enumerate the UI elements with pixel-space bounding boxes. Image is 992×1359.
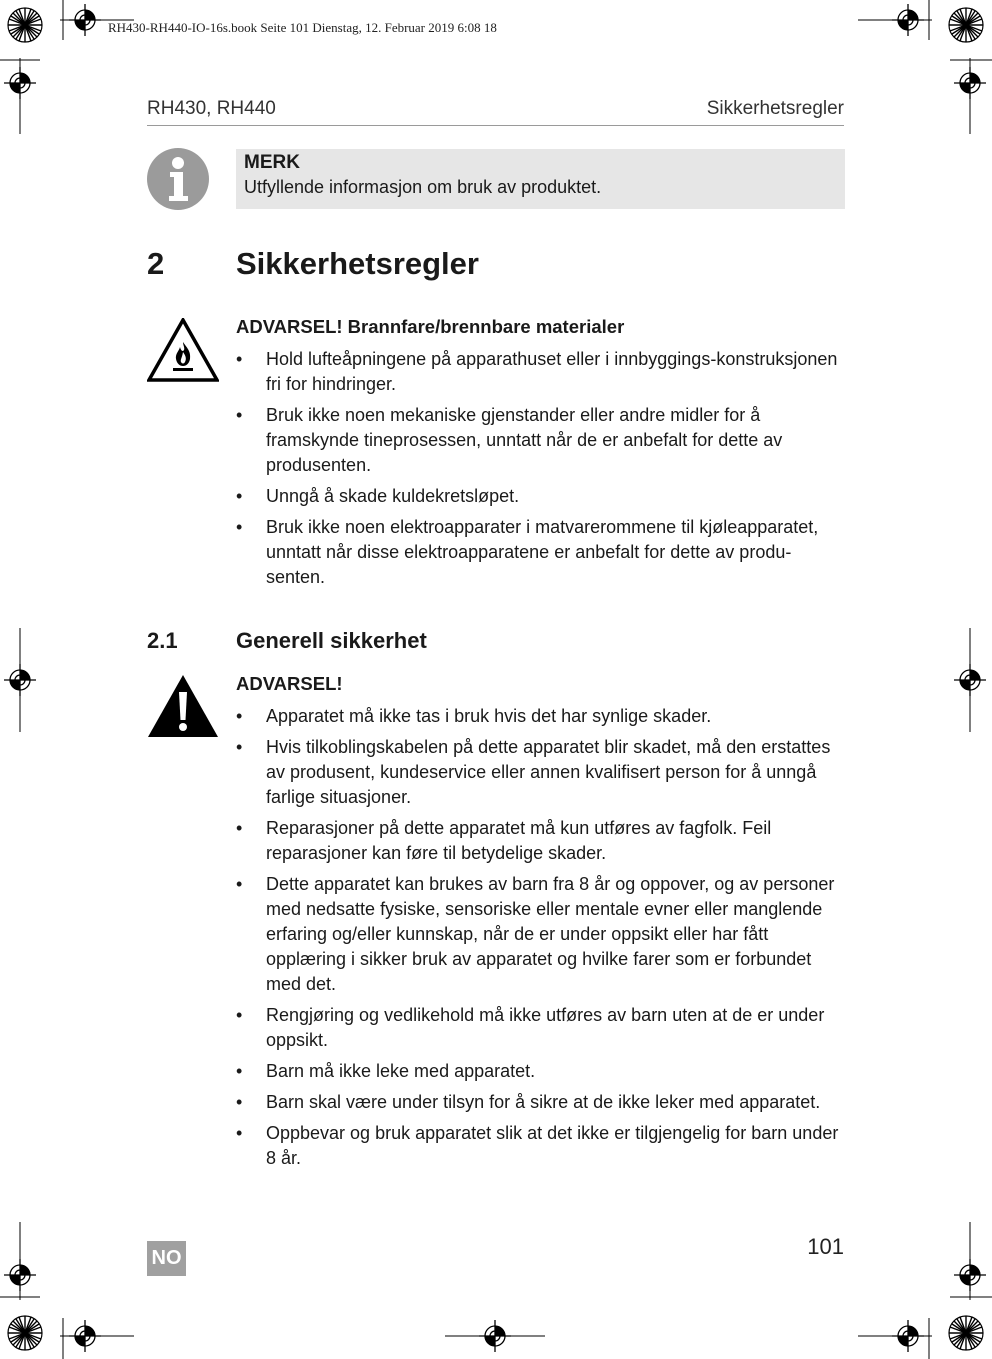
list-item: • Barn skal være under tilsyn for å sikre at de ikke leker med apparatet. [236,1090,846,1115]
chapter-number: 2 [147,246,165,281]
note-box [236,149,845,209]
fire-warning-list [236,347,846,596]
flammable-warning-icon [147,318,219,382]
list-item: • Apparatet må ikke tas i bruk hvis det har synlige skader. [236,704,846,729]
header-section: Sikkerhetsregler [706,98,844,119]
list-item: • Barn må ikke leke med apparatet. [236,1059,846,1084]
info-icon [147,148,209,210]
language-badge: NO [147,1241,186,1276]
note-title: MERK [244,152,300,173]
section-number: 2.1 [147,628,178,653]
header-divider [147,125,844,126]
list-item: • Bruk ikke noen mekaniske gjenstander eller andre midler for å framskynde tineprosessen, unntatt når de er anbefalt for dette av produsenten. [236,403,846,478]
list-item: • Rengjøring og vedlikehold må ikke utføres av barn uten at de er under oppsikt. [236,1003,846,1053]
chapter-title: Sikkerhetsregler [236,246,479,281]
print-mark-text: RH430-RH440-IO-16s.book Seite 101 Dienstag, 12. Februar 2019 6:08 18 [108,20,497,35]
list-item: • Hold lufteåpningene på apparathuset eller i innbyggings-konstruksjonen fri for hindringer. [236,347,846,397]
fire-warning-title: ADVARSEL! Brannfare/brennbare materialer [236,316,625,337]
list-item: • Reparasjoner på dette apparatet må kun utføres av fagfolk. Feil reparasjoner kan føre til betydelige skader. [236,816,846,866]
list-item: • Dette apparatet kan brukes av barn fra 8 år og oppover, og av personer med nedsatte fysiske, sensoriske eller mentale evner eller manglende erfaring og/eller kunnskap, når de er under oppsikt eller har fått opplæring i sikker bruk av apparatet og hvilke farer som er forbundet med det. [236,872,846,997]
list-item: • Hvis tilkoblingskabelen på dette apparatet blir skadet, må den erstattes av produsent, kundeservice eller annen kvalifisert person for å unngå farlige situasjoner. [236,735,846,810]
list-item: • Unngå å skade kuldekretsløpet. [236,484,846,509]
list-item: • Bruk ikke noen elektroapparater i matvarerommene til kjøleapparatet, unntatt når disse elektroapparatene er anbefalt for dette av produ-senten. [236,515,846,590]
general-warning-title: ADVARSEL! [236,673,343,694]
header-model: RH430, RH440 [147,98,276,119]
list-item: • Oppbevar og bruk apparatet slik at det ikke er tilgjengelig for barn under 8 år. [236,1121,846,1171]
warning-icon [147,674,219,738]
page-number: 101 [807,1234,844,1259]
note-text: Utfyllende informasjon om bruk av produktet. [244,177,602,197]
section-title: Generell sikkerhet [236,628,427,653]
general-warning-list [236,704,846,1177]
